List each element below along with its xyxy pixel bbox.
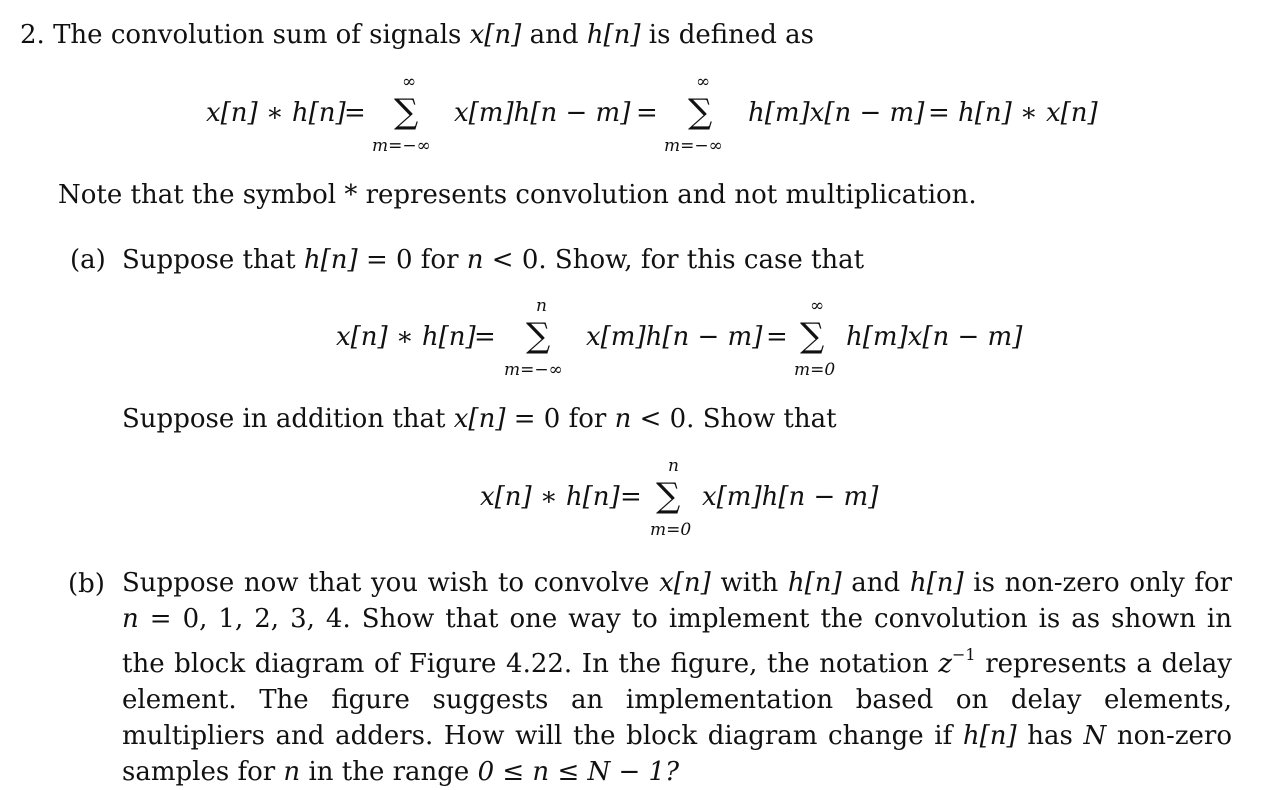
part-a-cond-3: = 0 for xyxy=(513,404,607,434)
note-suffix: represents convolution and not multiplication. xyxy=(365,180,977,210)
eq1-equals-1: = xyxy=(344,98,366,128)
part-b-text-3: and xyxy=(851,568,901,598)
part-a-cond-4: < 0. Show that xyxy=(639,404,837,434)
eq1-term1: x[m]h[n − m] xyxy=(454,98,631,128)
eq1-rhs: h[n] ∗ x[n] xyxy=(958,98,1098,128)
part-a-addition xyxy=(122,406,837,432)
eq2-lhs: x[n] ∗ h[n] xyxy=(336,322,476,352)
problem-intro xyxy=(20,22,814,48)
eq2-term2: h[m]x[n − m] xyxy=(846,322,1023,352)
eq1-sum2-sigma: ∑ xyxy=(688,92,713,132)
eq1-sum2-upper: ∞ xyxy=(696,72,711,92)
eq3-lhs: x[n] ∗ h[n] xyxy=(480,482,620,512)
eq2-sum1-sigma: ∑ xyxy=(526,316,551,356)
eq2-sum2-sigma: ∑ xyxy=(800,316,825,356)
part-a-cond-2: < 0. Show, for this case that xyxy=(491,245,865,275)
part-a-h-n: h[n] xyxy=(303,245,358,275)
eq2-sum2-upper: ∞ xyxy=(810,296,825,316)
part-b-text-9: in the range xyxy=(308,757,470,787)
intro-suffix: is defined as xyxy=(648,20,814,50)
problem-number: 2. xyxy=(20,20,45,50)
part-b-text-8: non-zero samples for xyxy=(122,721,1233,787)
part-b-z-exponent: −1 xyxy=(952,645,976,664)
part-a-text-2: Suppose in addition that xyxy=(122,404,446,434)
eq1-equals-3: = xyxy=(928,98,950,128)
eq1-sum1-lower: m=−∞ xyxy=(372,136,431,156)
eq2-sum1-lower: m=−∞ xyxy=(504,360,563,380)
part-a-label: (a) xyxy=(70,245,106,275)
eq2-sum1-upper: n xyxy=(536,296,547,316)
part-b-paragraph xyxy=(122,565,1232,790)
eq1-sum1-upper: ∞ xyxy=(402,72,417,92)
eq1-equals-2: = xyxy=(636,98,658,128)
note-symbol: * xyxy=(344,180,358,210)
eq3-sum-upper: n xyxy=(668,456,679,476)
eq2-equals-2: = xyxy=(766,322,788,352)
eq3-sum-sigma: ∑ xyxy=(656,476,681,516)
part-b-n-2: n xyxy=(283,757,301,787)
part-b-text-2: with xyxy=(720,568,779,598)
part-b-x-n: x[n] xyxy=(659,568,711,598)
intro-x-n: x[n] xyxy=(469,20,522,50)
part-a-n-2: n xyxy=(614,404,632,434)
part-b-h-n-2: h[n] xyxy=(909,568,964,598)
eq2-term1: x[m]h[n − m] xyxy=(586,322,763,352)
eq2-sum2-lower: m=0 xyxy=(794,360,836,380)
eq1-lhs: x[n] ∗ h[n] xyxy=(206,98,346,128)
part-b-values: = 0, 1, 2, 3, 4. xyxy=(149,604,351,634)
part-a-cond-1: = 0 for xyxy=(365,245,459,275)
part-b-text-7: has xyxy=(1027,721,1073,751)
intro-and: and xyxy=(529,20,579,50)
eq1-sum1-sigma: ∑ xyxy=(394,92,419,132)
eq1-sum2-lower: m=−∞ xyxy=(664,136,723,156)
part-b-h-n-3: h[n] xyxy=(962,721,1017,751)
part-b-label: (b) xyxy=(68,569,105,599)
part-b-range: 0 ≤ n ≤ N − 1? xyxy=(477,757,680,787)
part-b-z: z xyxy=(938,649,953,679)
eq2-equals-1: = xyxy=(474,322,496,352)
part-b-text-4: is non-zero only for xyxy=(973,568,1233,598)
part-a-text-1: Suppose that xyxy=(122,245,296,275)
note-prefix: Note that the symbol xyxy=(58,180,337,210)
eq1-term2: h[m]x[n − m] xyxy=(748,98,925,128)
part-b-n-1: n xyxy=(122,604,139,634)
part-b-text-5: Show that one way to implement the convolution is as shown in the block diagram of Figure 4.22. In the figure, the notation xyxy=(122,604,1232,679)
part-b-h-n-1: h[n] xyxy=(787,568,842,598)
part-a-n-1: n xyxy=(466,245,484,275)
part-a-x-n: x[n] xyxy=(453,404,506,434)
part-b-text-6: represents a delay element. The figure suggests an implementation based on delay elements, multipliers and adders. How will the block diagram change if xyxy=(122,649,1232,751)
part-b-text-1: Suppose now that you wish to convolve xyxy=(122,568,650,598)
part-a-statement xyxy=(122,247,864,273)
intro-h-n: h[n] xyxy=(586,20,641,50)
eq3-equals: = xyxy=(620,482,642,512)
eq3-sum-lower: m=0 xyxy=(650,520,692,540)
part-b-N: N xyxy=(1083,721,1107,751)
intro-prefix: The convolution sum of signals xyxy=(53,20,462,50)
eq3-term: x[m]h[n − m] xyxy=(702,482,879,512)
note-line xyxy=(58,182,977,208)
